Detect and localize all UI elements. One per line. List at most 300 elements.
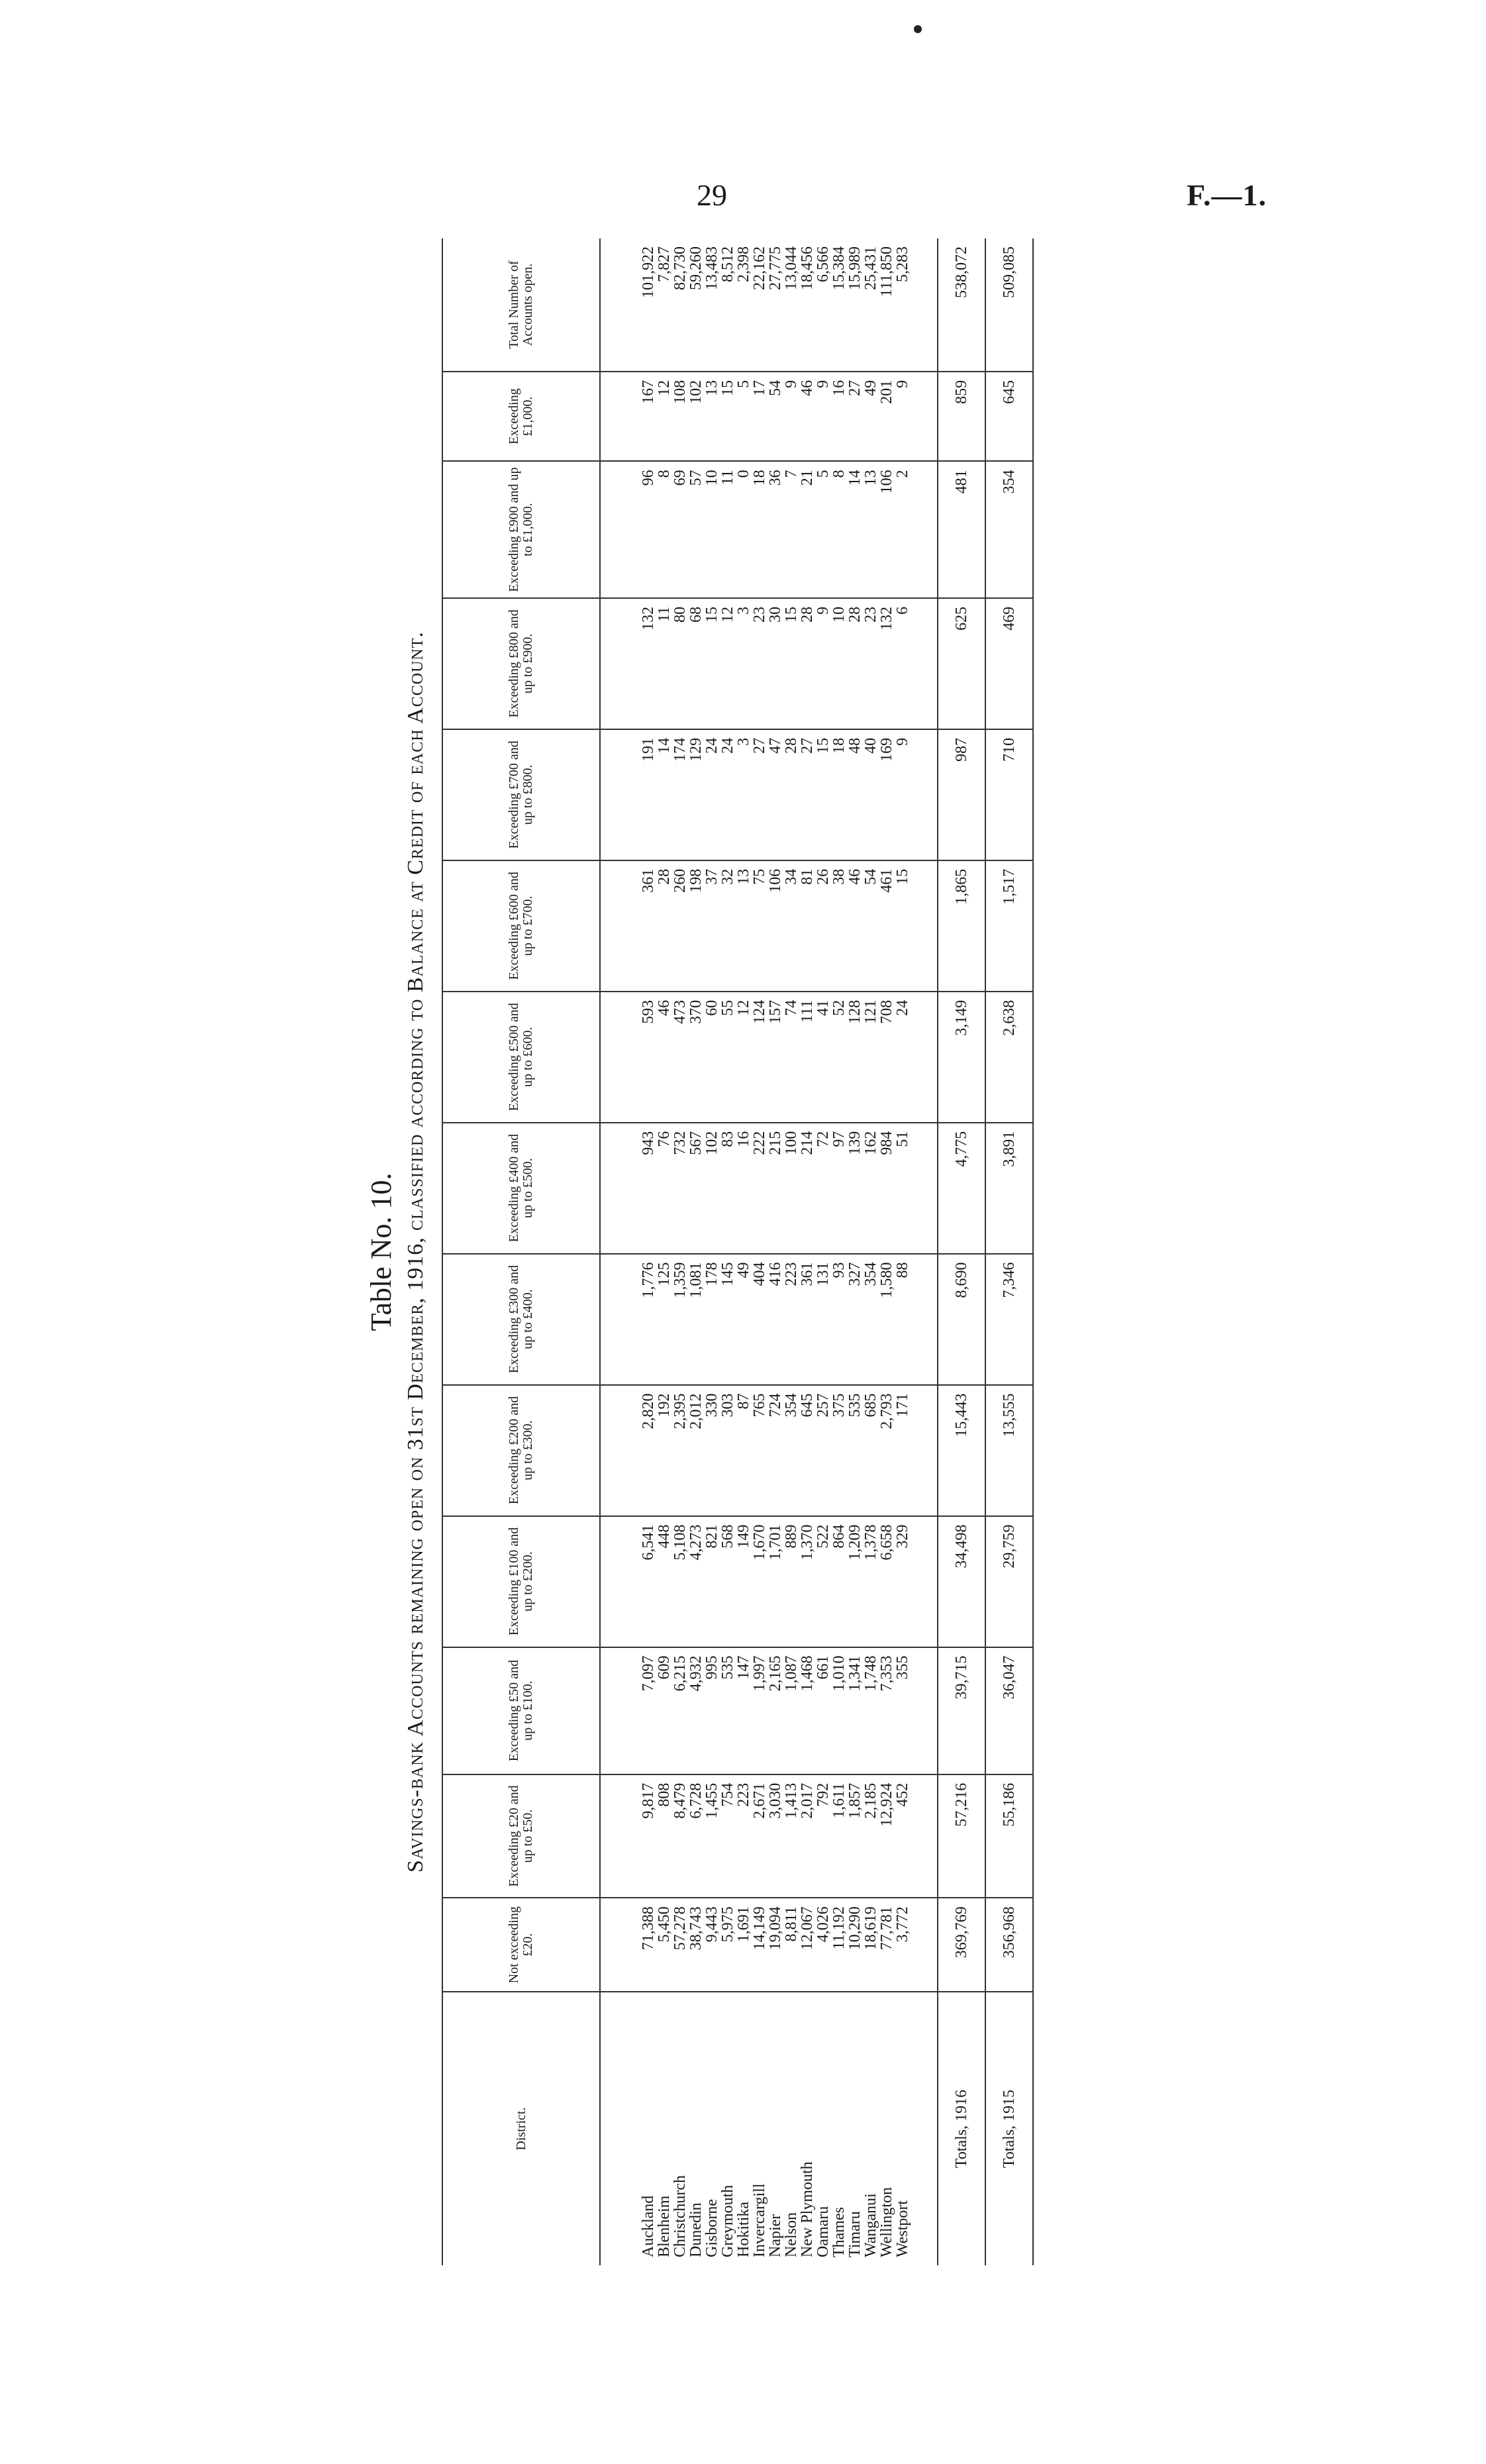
district-cell: Wanganui	[862, 2193, 879, 2257]
column-header: Exceeding £900 and up to £1,000.	[442, 461, 600, 598]
value-cell: 404	[752, 1254, 768, 1385]
value-cell: 864	[831, 1516, 847, 1647]
value-cell: 87	[736, 1385, 752, 1516]
value-cell: 13,483	[704, 238, 720, 372]
value-cell: 30	[768, 598, 783, 729]
value-cell: 18,456	[799, 238, 815, 372]
value-cell: 51	[895, 1123, 938, 1254]
value-cell: 72	[815, 1123, 831, 1254]
value-cell: 167	[600, 372, 656, 462]
value-cell: 1,670	[752, 1516, 768, 1647]
value-cell: 49	[736, 1254, 752, 1385]
value-cell: 34	[783, 860, 799, 992]
table-caption	[403, 238, 428, 2265]
value-cell: 2,398	[736, 238, 752, 372]
column-header: Exceeding £1,000.	[442, 372, 600, 462]
totals-value: 36,047	[985, 1647, 1033, 1774]
column-header-district: District.	[442, 1992, 600, 2265]
value-cell: 685	[863, 1385, 879, 1516]
value-cell: 2,671	[752, 1774, 768, 1898]
value-cell: 4,932	[688, 1647, 704, 1774]
totals-value: 4,775	[938, 1123, 985, 1254]
column-header: Exceeding £400 and up to £500.	[442, 1123, 600, 1254]
value-cell: 12	[656, 372, 672, 462]
value-cell: 157	[768, 992, 783, 1123]
value-cell: 13	[736, 860, 752, 992]
value-cell: 2,165	[768, 1647, 783, 1774]
value-cell: 5,450	[656, 1898, 672, 1992]
value-cell: 100	[783, 1123, 799, 1254]
value-cell: 5,283	[895, 238, 938, 372]
totals-value: 1,517	[985, 860, 1033, 992]
totals-value: 57,216	[938, 1774, 985, 1898]
value-cell: 111,850	[879, 238, 895, 372]
totals-value: 3,149	[938, 992, 985, 1123]
value-cell: 106	[768, 860, 783, 992]
value-cell: 355	[895, 1647, 938, 1774]
value-cell: 9	[895, 372, 938, 462]
value-cell: 6,728	[688, 1774, 704, 1898]
value-cell: 984	[879, 1123, 895, 1254]
value-cell: 7	[783, 461, 799, 598]
value-cell: 1,413	[783, 1774, 799, 1898]
value-cell: 24	[895, 992, 938, 1123]
value-cell: 23	[752, 598, 768, 729]
district-cell: Auckland	[640, 2195, 657, 2257]
value-cell: 129	[688, 729, 704, 860]
value-cell: 5,108	[672, 1516, 688, 1647]
value-cell: 329	[895, 1516, 938, 1647]
value-cell: 792	[815, 1774, 831, 1898]
table-row	[736, 238, 752, 2265]
value-cell: 3,772	[895, 1898, 938, 1992]
value-cell: 1,857	[847, 1774, 863, 1898]
value-cell: 222	[752, 1123, 768, 1254]
district-cell: Nelson	[783, 2212, 800, 2257]
value-cell: 24	[720, 729, 736, 860]
value-cell: 28	[783, 729, 799, 860]
value-cell: 1,010	[831, 1647, 847, 1774]
value-cell: 74	[783, 992, 799, 1123]
value-cell: 198	[688, 860, 704, 992]
value-cell: 1,081	[688, 1254, 704, 1385]
value-cell: 125	[656, 1254, 672, 1385]
value-cell: 21	[799, 461, 815, 598]
value-cell: 38	[831, 860, 847, 992]
value-cell: 361	[799, 1254, 815, 1385]
value-cell: 147	[736, 1647, 752, 1774]
district-cell: Timaru	[846, 2211, 864, 2257]
table-row	[847, 238, 863, 2265]
value-cell: 3,030	[768, 1774, 783, 1898]
table-row	[815, 238, 831, 2265]
totals-label: Totals, 1915	[985, 1992, 1033, 2265]
value-cell: 223	[736, 1774, 752, 1898]
value-cell: 83	[720, 1123, 736, 1254]
value-cell: 80	[672, 598, 688, 729]
table-row	[688, 238, 704, 2265]
district-cell: Invercargill	[751, 2183, 768, 2257]
value-cell: 18	[831, 729, 847, 860]
value-cell: 162	[863, 1123, 879, 1254]
value-cell: 16	[831, 372, 847, 462]
value-cell: 15	[783, 598, 799, 729]
value-cell: 2,017	[799, 1774, 815, 1898]
value-cell: 9,443	[704, 1898, 720, 1992]
value-cell: 15	[720, 372, 736, 462]
totals-value: 481	[938, 461, 985, 598]
value-cell: 375	[831, 1385, 847, 1516]
value-cell: 46	[799, 372, 815, 462]
value-cell: 12,067	[799, 1898, 815, 1992]
value-cell: 330	[704, 1385, 720, 1516]
value-cell: 28	[799, 598, 815, 729]
totals-value: 354	[985, 461, 1033, 598]
value-cell: 661	[815, 1647, 831, 1774]
value-cell: 9,817	[600, 1774, 656, 1898]
value-cell: 7,353	[879, 1647, 895, 1774]
district-cell: Dunedin	[687, 2202, 705, 2257]
value-cell: 128	[847, 992, 863, 1123]
value-cell: 10	[704, 461, 720, 598]
value-cell: 257	[815, 1385, 831, 1516]
table-row	[783, 238, 799, 2265]
value-cell: 139	[847, 1123, 863, 1254]
value-cell: 49	[863, 372, 879, 462]
value-cell: 77,781	[879, 1898, 895, 1992]
value-cell: 55	[720, 992, 736, 1123]
value-cell: 38,743	[688, 1898, 704, 1992]
district-cell: Greymouth	[719, 2184, 736, 2257]
value-cell: 12	[736, 992, 752, 1123]
value-cell: 1,209	[847, 1516, 863, 1647]
value-cell: 6	[895, 598, 938, 729]
value-cell: 15	[815, 729, 831, 860]
value-cell: 708	[879, 992, 895, 1123]
value-cell: 1,611	[831, 1774, 847, 1898]
value-cell: 8	[656, 461, 672, 598]
value-cell: 9	[895, 729, 938, 860]
column-header: Exceeding £20 and up to £50.	[442, 1774, 600, 1898]
value-cell: 23	[863, 598, 879, 729]
district-cell: Oamaru	[815, 2206, 832, 2257]
value-cell: 609	[656, 1647, 672, 1774]
value-cell: 54	[768, 372, 783, 462]
value-cell: 108	[672, 372, 688, 462]
table-row	[672, 238, 688, 2265]
value-cell: 2,395	[672, 1385, 688, 1516]
value-cell: 215	[768, 1123, 783, 1254]
value-cell: 370	[688, 992, 704, 1123]
value-cell: 192	[656, 1385, 672, 1516]
value-cell: 32	[720, 860, 736, 992]
value-cell: 93	[831, 1254, 847, 1385]
value-cell: 6,215	[672, 1647, 688, 1774]
value-cell: 13	[704, 372, 720, 462]
column-header: Exceeding £200 and up to £300.	[442, 1385, 600, 1516]
value-cell: 81	[799, 860, 815, 992]
column-header: Not exceeding £20.	[442, 1898, 600, 1992]
district-cell: Hokitika	[735, 2202, 752, 2257]
value-cell: 18,619	[863, 1898, 879, 1992]
value-cell: 102	[688, 372, 704, 462]
value-cell: 5	[736, 372, 752, 462]
value-cell: 111	[799, 992, 815, 1123]
value-cell: 303	[720, 1385, 736, 1516]
value-cell: 1,580	[879, 1254, 895, 1385]
value-cell: 124	[752, 992, 768, 1123]
table-row	[799, 238, 815, 2265]
table-row	[704, 238, 720, 2265]
column-header: Exceeding £300 and up to £400.	[442, 1254, 600, 1385]
column-header: Exceeding £800 and up to £900.	[442, 598, 600, 729]
value-cell: 27	[847, 372, 863, 462]
table-row	[600, 238, 656, 2265]
table-row	[768, 238, 783, 2265]
column-header: Exceeding £600 and up to £700.	[442, 860, 600, 992]
totals-value: 710	[985, 729, 1033, 860]
value-cell: 14,149	[752, 1898, 768, 1992]
value-cell: 17	[752, 372, 768, 462]
totals-value: 34,498	[938, 1516, 985, 1647]
value-cell: 132	[600, 598, 656, 729]
value-cell: 13	[863, 461, 879, 598]
value-cell: 57,278	[672, 1898, 688, 1992]
value-cell: 46	[847, 860, 863, 992]
value-cell: 995	[704, 1647, 720, 1774]
value-cell: 76	[656, 1123, 672, 1254]
value-cell: 327	[847, 1254, 863, 1385]
value-cell: 765	[752, 1385, 768, 1516]
value-cell: 171	[895, 1385, 938, 1516]
value-cell: 48	[847, 729, 863, 860]
value-cell: 14	[847, 461, 863, 598]
totals-value: 13,555	[985, 1385, 1033, 1516]
district-cell: Christchurch	[671, 2175, 689, 2257]
value-cell: 41	[815, 992, 831, 1123]
value-cell: 37	[704, 860, 720, 992]
value-cell: 18	[752, 461, 768, 598]
value-cell: 535	[847, 1385, 863, 1516]
totals-value: 987	[938, 729, 985, 860]
totals-value: 29,759	[985, 1516, 1033, 1647]
value-cell: 223	[783, 1254, 799, 1385]
value-cell: 106	[879, 461, 895, 598]
value-cell: 28	[847, 598, 863, 729]
value-cell: 178	[704, 1254, 720, 1385]
column-header: Exceeding £50 and up to £100.	[442, 1647, 600, 1774]
value-cell: 54	[863, 860, 879, 992]
value-cell: 2,793	[879, 1385, 895, 1516]
value-cell: 2,185	[863, 1774, 879, 1898]
column-header: Exceeding £100 and up to £200.	[442, 1516, 600, 1647]
savings-bank-table	[442, 238, 1034, 2265]
value-cell: 15	[704, 598, 720, 729]
table-row	[863, 238, 879, 2265]
value-cell: 1,468	[799, 1647, 815, 1774]
table-caption-text: Savings-bank Accounts remaining open on 31st December, 1916, classified according to Balance at Credit of each Account.	[403, 631, 428, 1873]
value-cell: 260	[672, 860, 688, 992]
value-cell: 28	[656, 860, 672, 992]
value-cell: 102	[704, 1123, 720, 1254]
value-cell: 4,026	[815, 1898, 831, 1992]
column-header: Total Number of Accounts open.	[442, 238, 600, 372]
column-header: Exceeding £500 and up to £600.	[442, 992, 600, 1123]
value-cell: 6,658	[879, 1516, 895, 1647]
value-cell: 15,989	[847, 238, 863, 372]
column-header: Exceeding £700 and up to £800.	[442, 729, 600, 860]
district-cell: Blenheim	[656, 2195, 673, 2257]
value-cell: 416	[768, 1254, 783, 1385]
value-cell: 4,273	[688, 1516, 704, 1647]
table-row	[831, 238, 847, 2265]
value-cell: 8	[831, 461, 847, 598]
value-cell: 754	[720, 1774, 736, 1898]
value-cell: 15,384	[831, 238, 847, 372]
value-cell: 354	[783, 1385, 799, 1516]
value-cell: 9	[783, 372, 799, 462]
ink-speck	[914, 25, 922, 33]
value-cell: 732	[672, 1123, 688, 1254]
value-cell: 354	[863, 1254, 879, 1385]
totals-value: 55,186	[985, 1774, 1033, 1898]
value-cell: 12,924	[879, 1774, 895, 1898]
value-cell: 9	[815, 598, 831, 729]
value-cell: 1,341	[847, 1647, 863, 1774]
value-cell: 1,997	[752, 1647, 768, 1774]
value-cell: 60	[704, 992, 720, 1123]
value-cell: 47	[768, 729, 783, 860]
value-cell: 25,431	[863, 238, 879, 372]
totals-value: 645	[985, 372, 1033, 462]
value-cell: 149	[736, 1516, 752, 1647]
value-cell: 131	[815, 1254, 831, 1385]
value-cell: 10	[831, 598, 847, 729]
totals-value: 8,690	[938, 1254, 985, 1385]
totals-value: 859	[938, 372, 985, 462]
value-cell: 97	[831, 1123, 847, 1254]
value-cell: 101,922	[600, 238, 656, 372]
value-cell: 5	[815, 461, 831, 598]
value-cell: 11,192	[831, 1898, 847, 1992]
value-cell: 9	[815, 372, 831, 462]
value-cell: 82,730	[672, 238, 688, 372]
value-cell: 16	[736, 1123, 752, 1254]
value-cell: 52	[831, 992, 847, 1123]
value-cell: 40	[863, 729, 879, 860]
value-cell: 10,290	[847, 1898, 863, 1992]
value-cell: 821	[704, 1516, 720, 1647]
value-cell: 121	[863, 992, 879, 1123]
value-cell: 1,691	[736, 1898, 752, 1992]
totals-value: 356,968	[985, 1898, 1033, 1992]
value-cell: 3	[736, 729, 752, 860]
value-cell: 2,012	[688, 1385, 704, 1516]
value-cell: 27	[799, 729, 815, 860]
district-cell: Napier	[767, 2214, 784, 2257]
value-cell: 27	[752, 729, 768, 860]
district-cell: New Plymouth	[799, 2161, 816, 2257]
table-row	[879, 238, 895, 2265]
page-number: 29	[697, 178, 727, 212]
value-cell: 943	[600, 1123, 656, 1254]
value-cell: 7,827	[656, 238, 672, 372]
totals-value: 39,715	[938, 1647, 985, 1774]
value-cell: 132	[879, 598, 895, 729]
table-header-row	[442, 238, 600, 2265]
value-cell: 452	[895, 1774, 938, 1898]
value-cell: 145	[720, 1254, 736, 1385]
table-row	[752, 238, 768, 2265]
totals-value: 369,769	[938, 1898, 985, 1992]
value-cell: 724	[768, 1385, 783, 1516]
value-cell: 26	[815, 860, 831, 992]
totals-row	[938, 238, 985, 2265]
table-row	[895, 238, 938, 2265]
value-cell: 8,479	[672, 1774, 688, 1898]
value-cell: 7,097	[600, 1647, 656, 1774]
district-cell: Westport	[894, 2200, 911, 2257]
value-cell: 19,094	[768, 1898, 783, 1992]
value-cell: 0	[736, 461, 752, 598]
value-cell: 2,820	[600, 1385, 656, 1516]
value-cell: 36	[768, 461, 783, 598]
value-cell: 889	[783, 1516, 799, 1647]
value-cell: 75	[752, 860, 768, 992]
value-cell: 1,776	[600, 1254, 656, 1385]
value-cell: 15	[895, 860, 938, 992]
table-row	[720, 238, 736, 2265]
value-cell: 201	[879, 372, 895, 462]
table-body	[600, 238, 1033, 2265]
totals-value: 625	[938, 598, 985, 729]
value-cell: 88	[895, 1254, 938, 1385]
district-cell: Wellington	[878, 2186, 895, 2257]
value-cell: 59,260	[688, 238, 704, 372]
value-cell: 2	[895, 461, 938, 598]
value-cell: 1,087	[783, 1647, 799, 1774]
totals-value: 3,891	[985, 1123, 1033, 1254]
totals-value: 1,865	[938, 860, 985, 992]
value-cell: 191	[600, 729, 656, 860]
value-cell: 473	[672, 992, 688, 1123]
value-cell: 1,701	[768, 1516, 783, 1647]
table-row	[656, 238, 672, 2265]
value-cell: 68	[688, 598, 704, 729]
totals-value: 7,346	[985, 1254, 1033, 1385]
totals-row	[985, 238, 1033, 2265]
totals-value: 2,638	[985, 992, 1033, 1123]
totals-value: 538,072	[938, 238, 985, 372]
value-cell: 96	[600, 461, 656, 598]
value-cell: 8,512	[720, 238, 736, 372]
value-cell: 71,388	[600, 1898, 656, 1992]
value-cell: 13,044	[783, 238, 799, 372]
value-cell: 8,811	[783, 1898, 799, 1992]
value-cell: 1,748	[863, 1647, 879, 1774]
value-cell: 448	[656, 1516, 672, 1647]
value-cell: 14	[656, 729, 672, 860]
value-cell: 567	[688, 1123, 704, 1254]
value-cell: 1,359	[672, 1254, 688, 1385]
value-cell: 593	[600, 992, 656, 1123]
totals-value: 469	[985, 598, 1033, 729]
rotated-table-region	[358, 238, 1043, 2265]
value-cell: 808	[656, 1774, 672, 1898]
value-cell: 12	[720, 598, 736, 729]
value-cell: 5,975	[720, 1898, 736, 1992]
value-cell: 6,541	[600, 1516, 656, 1647]
